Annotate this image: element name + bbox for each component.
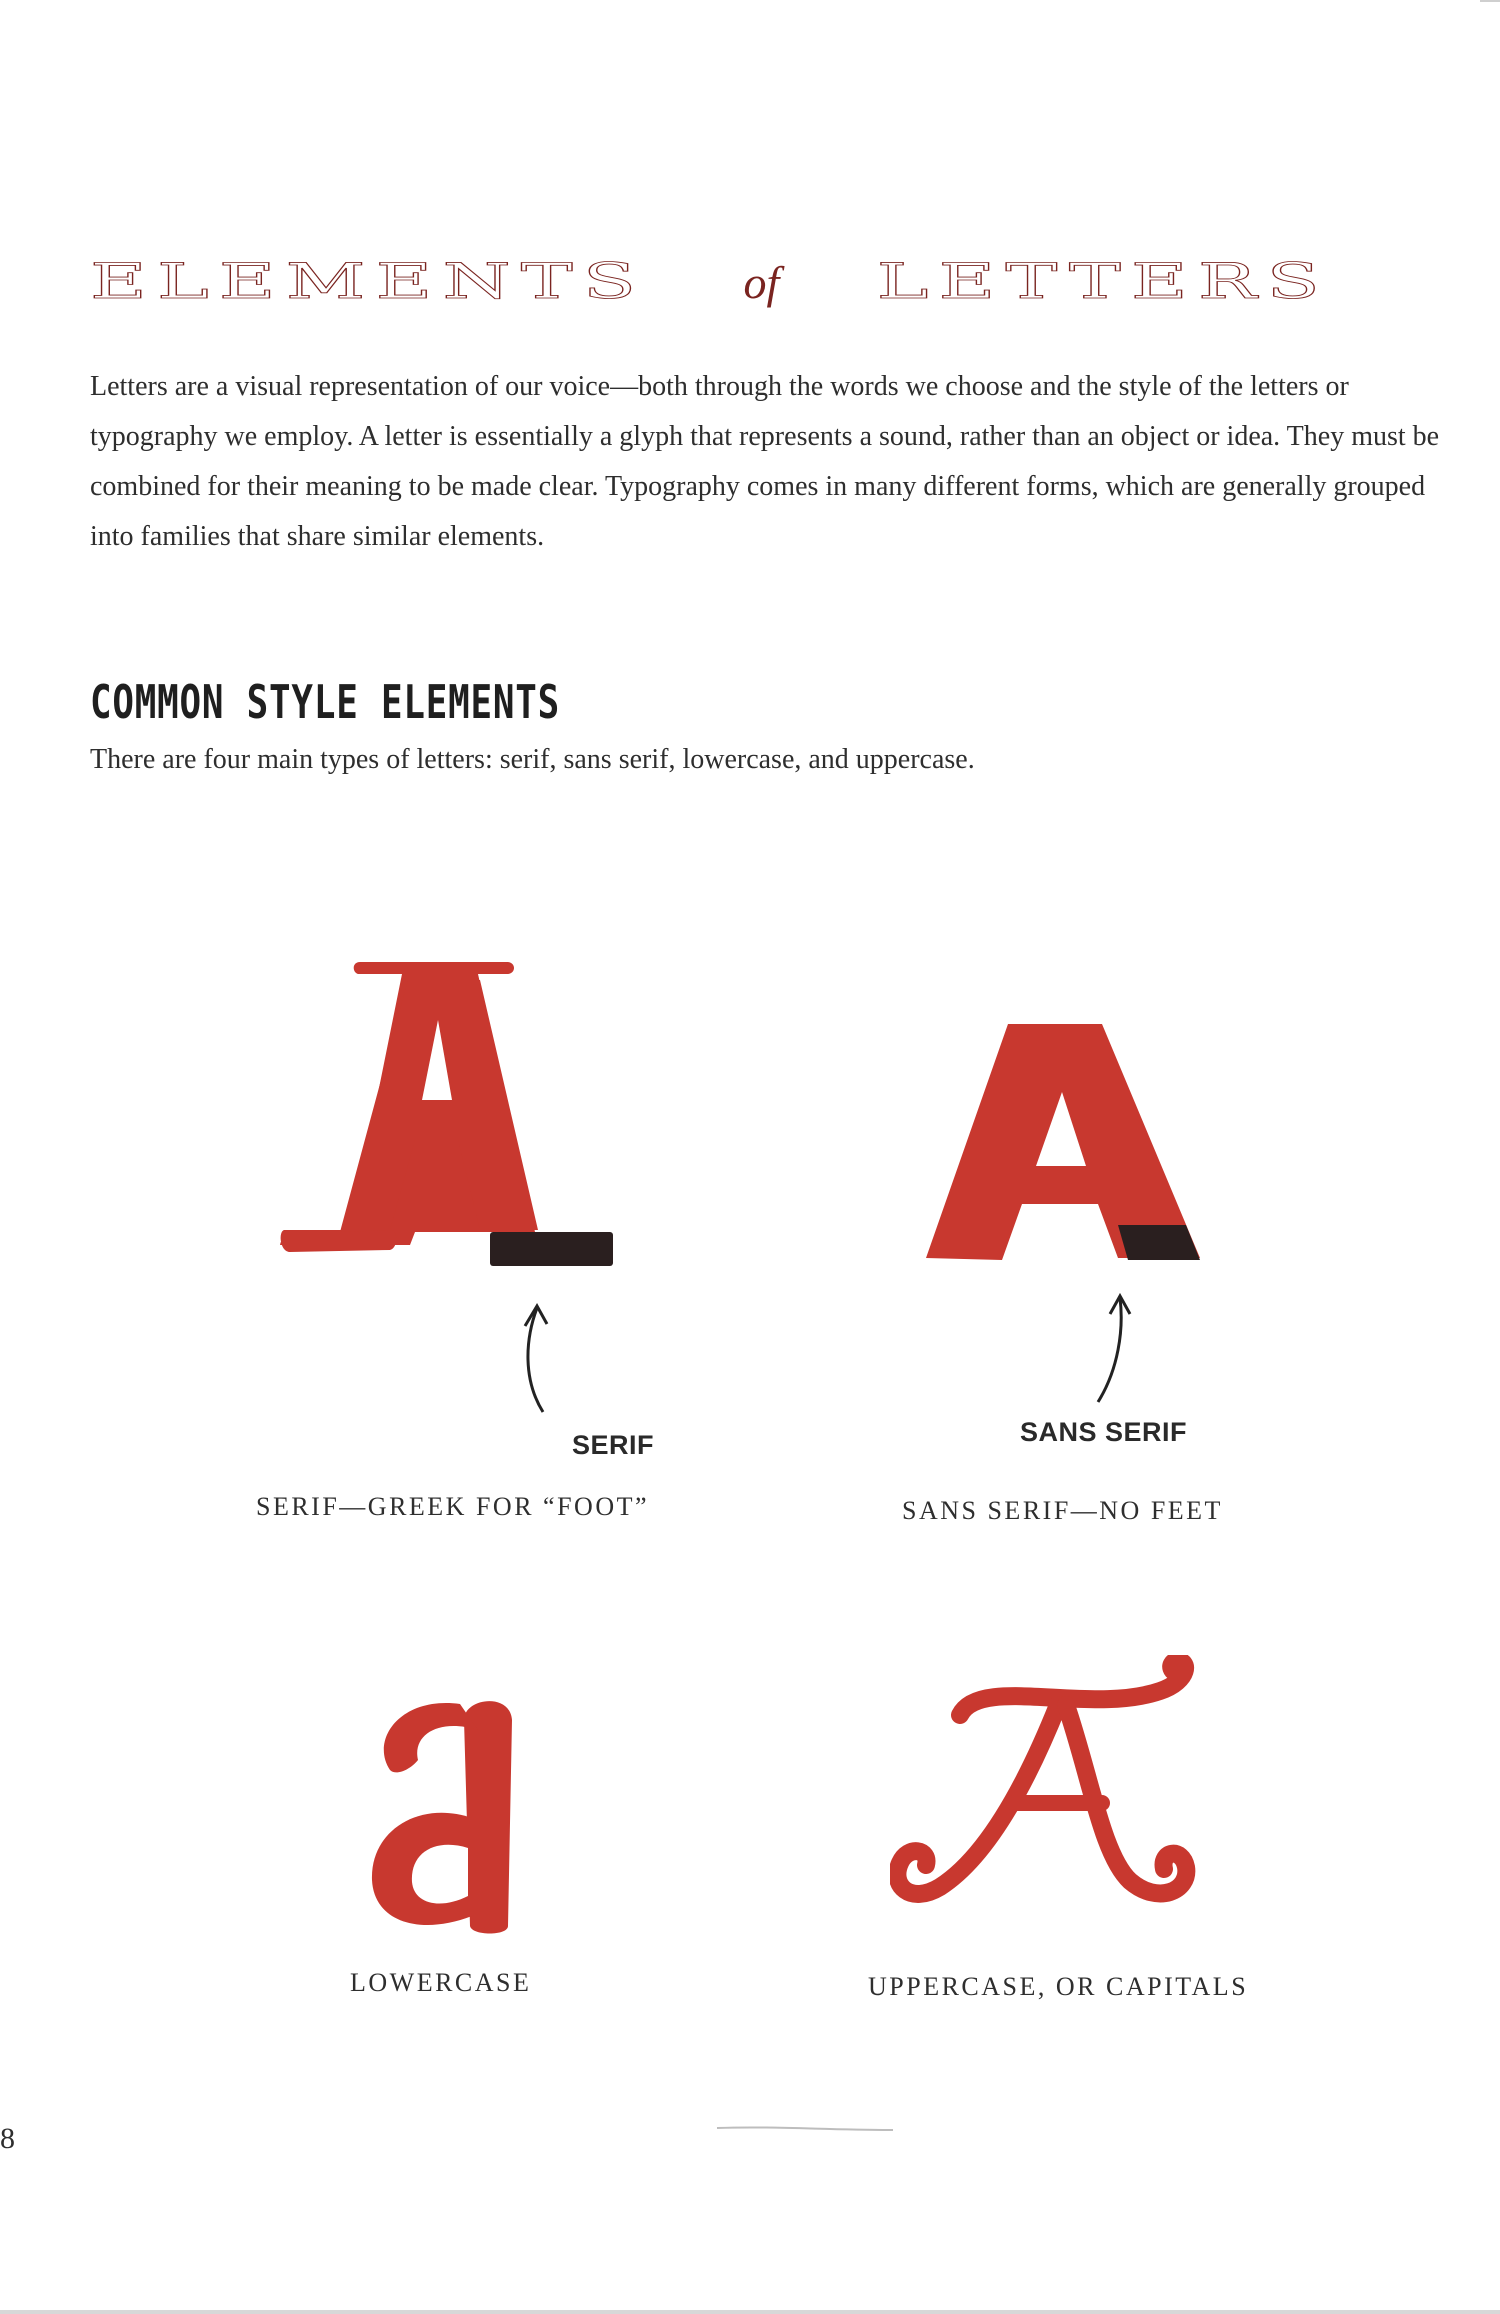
- serif-foot-highlight: [490, 1232, 613, 1266]
- uppercase-example: [890, 1655, 1220, 1925]
- crop-mark: [1480, 0, 1500, 2]
- sans-serif-caption: SANS SERIF—NO FEET: [902, 1496, 1223, 1525]
- serif-example: [280, 960, 620, 1290]
- uppercase-letter-a-illustration: [890, 1655, 1220, 1925]
- title-word-elements: ELEMENTS: [90, 254, 647, 310]
- sans-serif-callout-label: SANS SERIF: [1020, 1417, 1188, 1447]
- lowercase-a-arch: [384, 1703, 478, 1772]
- serif-a-left-foot: [281, 1230, 397, 1252]
- title-connector: of: [743, 256, 780, 308]
- sans-serif-letter-a-illustration: [920, 1020, 1210, 1270]
- smudge-mark: [715, 2120, 895, 2140]
- uppercase-caption: UPPERCASE, OR CAPITALS: [868, 1972, 1249, 2001]
- sans-serif-example: [920, 1020, 1210, 1270]
- page-number: 8: [0, 2122, 15, 2155]
- title-word-letters: LETTERS: [876, 254, 1330, 310]
- serif-caption: SERIF—GREEK FOR “FOOT”: [256, 1492, 650, 1521]
- serif-letter-a-illustration: [280, 960, 620, 1290]
- lowercase-example: [360, 1690, 540, 1940]
- intro-paragraph: Letters are a visual representation of our voice—both through the words we choose and the style of the letters or typography we employ. A letter is essentially a glyph that represents a sound, rather than an object or idea. They must be combined for their meaning to be made clear. Typography comes in many different forms, which are generally grouped into families that share similar elements.: [90, 371, 1440, 552]
- lowercase-letter-a-illustration: [360, 1690, 540, 1940]
- section-subtitle: There are four main types of letters: serif, sans serif, lowercase, and uppercase.: [90, 744, 975, 775]
- page-edge: [0, 2310, 1500, 2314]
- sans-foot-highlight: [1118, 1225, 1200, 1260]
- serif-callout-label: SERIF: [572, 1430, 655, 1460]
- sans-serif-arrow-icon: [1090, 1290, 1140, 1410]
- section-heading: COMMON STYLE ELEMENTS: [90, 675, 561, 729]
- page-title: [90, 242, 1330, 322]
- serif-arrow-icon: [515, 1300, 565, 1430]
- lowercase-caption: LOWERCASE: [350, 1968, 532, 1997]
